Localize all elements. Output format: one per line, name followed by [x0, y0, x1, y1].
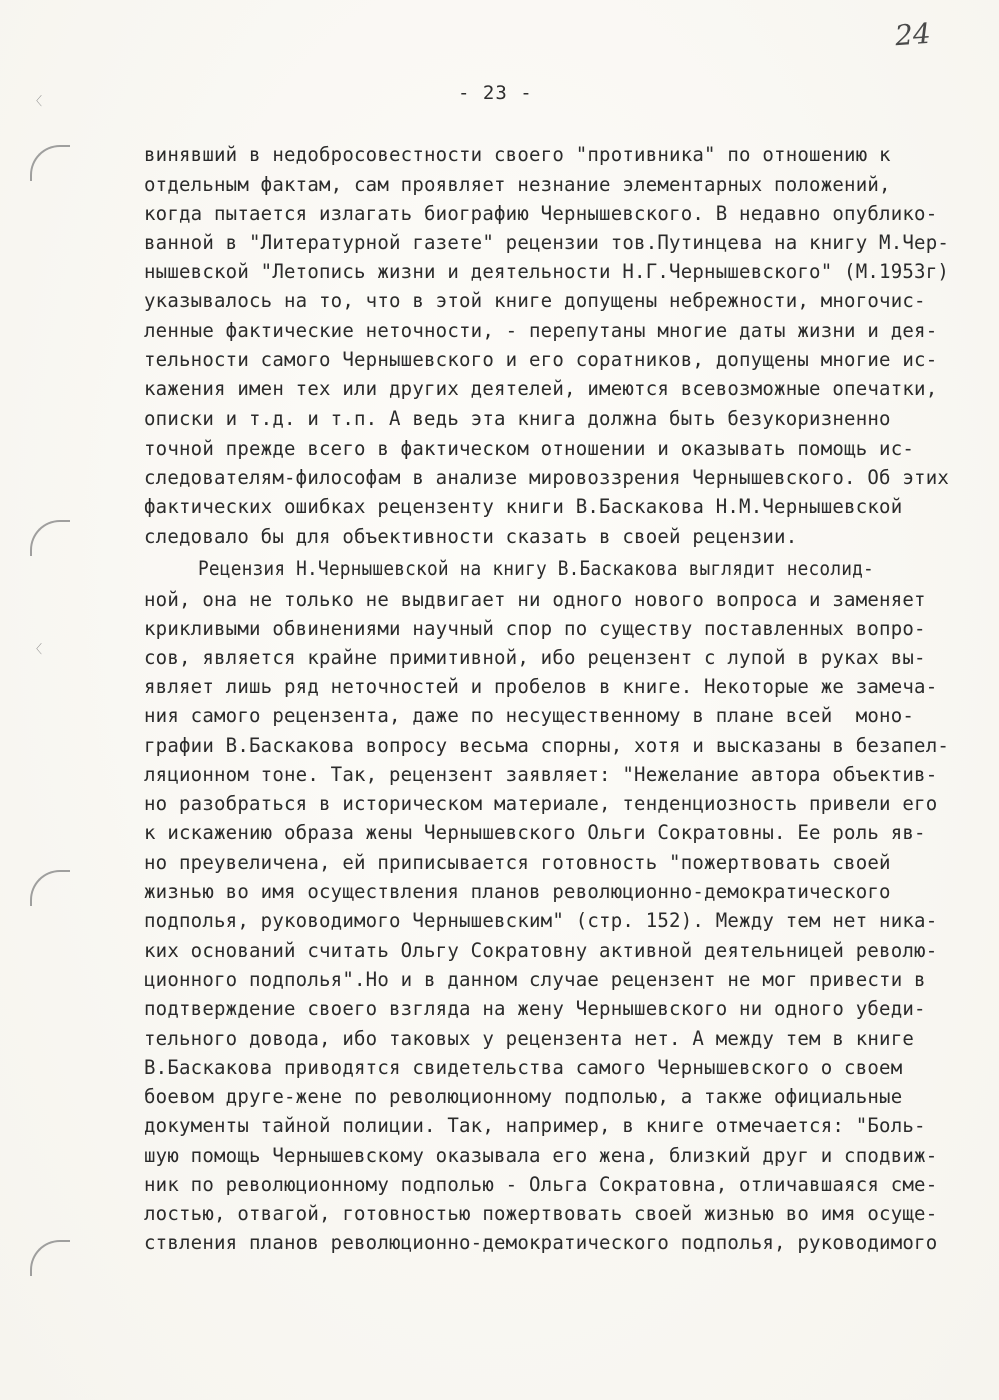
text-line: но преувеличена, ей приписывается готовность "пожертвовать своей: [144, 851, 891, 874]
margin-tick-mark: 〈: [30, 642, 43, 656]
margin-tick-mark: 〈: [30, 94, 43, 108]
text-line: тельного довода, ибо таковых у рецензента нет. А между тем в книге: [144, 1027, 915, 1050]
text-line: следовало бы для объективности сказать в своей рецензии.: [144, 525, 798, 548]
text-line: документы тайной полиции. Так, например, в книге отмечается: "Боль-: [144, 1114, 926, 1137]
text-line: ной, она не только не выдвигает ни одного нового вопроса и заменяет: [144, 588, 926, 611]
text-line: крикливыми обвинениями научный спор по существу поставленных вопро-: [144, 617, 926, 640]
text-line: точной прежде всего в фактическом отношении и оказывать помощь ис-: [144, 437, 915, 460]
text-line: тельности самого Чернышевского и его соратников, допущены многие ис-: [144, 348, 938, 371]
text-line: сов, является крайне примитивной, ибо рецензент с лупой в руках вы-: [144, 646, 926, 669]
text-line: кажения имен тех или других деятелей, имеются всевозможные опечатки,: [144, 377, 938, 400]
text-line: к искажению образа жены Чернышевского Ольги Сократовны. Ее роль яв-: [144, 821, 926, 844]
text-line: но разобраться в историческом материале, тенденциозность привели его: [144, 792, 938, 815]
text-line: боевом друге-жене по революционному подполью, а также официальные: [144, 1085, 903, 1108]
text-line: отдельным фактам, сам проявляет незнание элементарных положений,: [144, 173, 891, 196]
text-line: шую помощь Чернышевскому оказывала его жена, близкий друг и сподвиж-: [144, 1144, 938, 1167]
text-line: фактических ошибках рецензенту книги В.Баскакова Н.М.Чернышевской: [144, 495, 903, 518]
text-line: являет лишь ряд неточностей и пробелов в книге. Некоторые же замеча-: [144, 675, 938, 698]
text-line: лостью, отвагой, готовностью пожертвовать своей жизнью во имя осуще-: [144, 1202, 938, 1225]
text-line: когда пытается излагать биографию Чернышевского. В недавно опублико-: [144, 202, 938, 225]
text-line: ляционном тоне. Так, рецензент заявляет: "Нежелание автора объектив-: [144, 763, 938, 786]
text-line: жизнью во имя осуществления планов революционно-демократического: [144, 880, 891, 903]
text-line: В.Баскакова приводятся свидетельства самого Чернышевского о своем: [144, 1056, 903, 1079]
text-line: описки и т.д. и т.п. А ведь эта книга должна быть безукоризненно: [144, 407, 891, 430]
text-line: ких оснований считать Ольгу Сократовну активной деятельницей револю-: [144, 939, 938, 962]
text-line: указывалось на то, что в этой книге допущены небрежности, многочис-: [144, 289, 926, 312]
text-line: графии В.Баскакова вопросу весьма спорны, хотя и высказаны в безапел-: [144, 734, 950, 757]
text-line: ния самого рецензента, даже по несущественному в плане всей моно-: [144, 704, 915, 727]
text-line: ленные фактические неточности, - перепутаны многие даты жизни и дея-: [144, 319, 938, 342]
archive-page-number: 24: [893, 16, 932, 53]
text-line: ствления планов революционно-демократического подполья, руководимого: [144, 1231, 938, 1254]
text-line: ванной в "Литературной газете" рецензии тов.Путинцева на книгу М.Чер-: [144, 231, 950, 254]
text-line: нышевской "Летопись жизни и деятельности Н.Г.Чернышевского" (М.1953г): [144, 260, 950, 283]
text-line: Рецензия Н.Чернышевской на книгу В.Баскакова выглядит несолид-: [198, 557, 874, 580]
text-line: винявший в недобросовестности своего "противника" по отношению к: [144, 143, 891, 166]
page-number: - 23 -: [458, 82, 533, 104]
text-line: ник по революционному подполью - Ольга Сократовна, отличавшаяся сме-: [144, 1173, 938, 1196]
text-line: следователям-философам в анализе мировоззрения Чернышевского. Об этих: [144, 466, 950, 489]
text-line: подполья, руководимого Чернышевским" (стр. 152). Между тем нет ника-: [144, 909, 938, 932]
text-line: ционного подполья".Но и в данном случае рецензент не мог привести в: [144, 968, 926, 991]
text-line: подтверждение своего взгляда на жену Чернышевского ни одного убеди-: [144, 997, 926, 1020]
